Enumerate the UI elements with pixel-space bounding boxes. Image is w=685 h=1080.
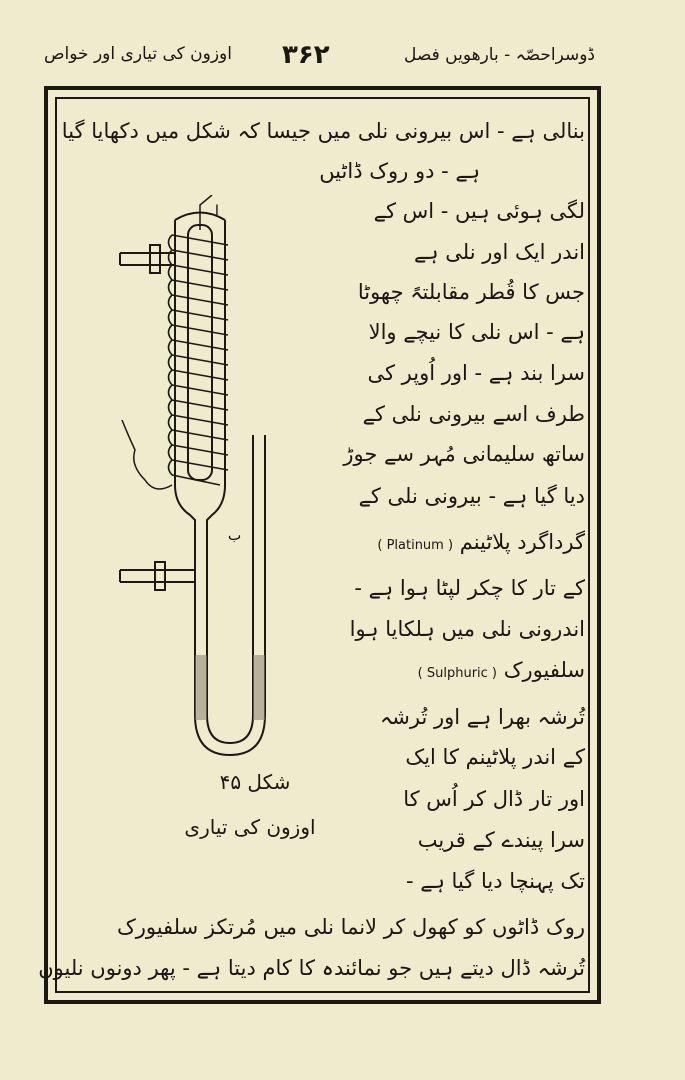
text-line: سرا پیندے کے قریب (417, 828, 585, 852)
text-line: ساتھ سلیمانی مُہر سے جوڑ (343, 442, 585, 466)
text-line (295, 527, 585, 561)
text-line: روک ڈاٹوں کو کھول کر لانما نلی میں مُرتکز سلفیورک (116, 915, 585, 939)
page-number: ۳۶۲ (282, 40, 330, 70)
text-segment: سلفیورک (503, 658, 585, 682)
text-line: ہے - اس نلی کا نیچے والا (368, 320, 585, 344)
latin-term-platinum: ( Platinum ) (377, 538, 454, 553)
text-line: بنالی ہے - اس بیرونی نلی میں جیسا کہ شکل میں دکھایا گیا (61, 119, 585, 143)
figure-label-b: ب (228, 528, 242, 544)
text-line: کے تار کا چکر لپٹا ہوا ہے - (354, 576, 585, 600)
text-line: تک پہنچا دیا گیا ہے - (406, 869, 585, 893)
text-line: دیا گیا ہے - بیرونی نلی کے (358, 484, 585, 508)
text-line: لگی ہوئی ہیں - اس کے (373, 199, 585, 223)
running-header-section: ڈوسراحصّہ - بارھویں فصل (404, 45, 595, 65)
text-line: جس کا قُطر مقابلتہً چھوٹا (357, 280, 585, 304)
outer-tube-right-wall (207, 220, 253, 743)
lead-wire (122, 420, 172, 489)
latin-term-sulphuric: ( Sulphuric ) (417, 666, 498, 681)
text-line: اندرونی نلی میں ہلکایا ہوا (349, 617, 585, 641)
running-header-topic: اوزون کی تیاری اور خواص (44, 44, 232, 64)
lower-side-arm (120, 570, 195, 582)
text-line: کے اندر پلاٹینم کا ایک (405, 745, 585, 769)
text-line: اندر ایک اور نلی ہے (413, 240, 585, 264)
sulphuric-acid-fill (195, 655, 265, 720)
ozonizer-apparatus-figure (100, 195, 300, 775)
text-line: تُرشہ ڈال دیتے ہیں جو نمائندہ کا کام دیتا ہے - پھر دونوں نلیوں (38, 956, 585, 980)
figure-label-a: ا (215, 203, 219, 219)
upper-stopcock (150, 245, 160, 273)
text-line: ہے - دو روک ڈاٹیں (319, 159, 480, 183)
lower-stopcock (155, 562, 165, 590)
text-line: سرا بند ہے - اور اُوپر کی (367, 361, 585, 385)
text-line: تُرشہ بھرا ہے اور تُرشہ (379, 705, 585, 729)
platinum-coil (169, 235, 229, 485)
figure-number: شکل ۴۵ (219, 770, 291, 794)
figure-caption: اوزون کی تیاری (184, 815, 316, 839)
text-segment: گرداگرد پلاٹینم (459, 530, 585, 554)
text-line: طرف اسے بیرونی نلی کے (362, 402, 585, 426)
text-line: اور تار ڈال کر اُس کا (403, 787, 585, 811)
upper-side-arm (120, 253, 175, 265)
text-line (295, 655, 585, 689)
inner-tube (188, 225, 212, 480)
